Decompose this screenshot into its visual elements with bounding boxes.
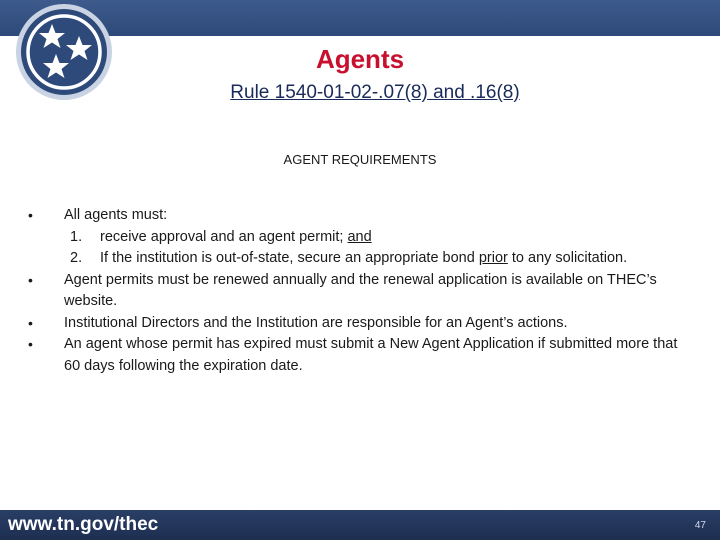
numbered-item-1 — [64, 227, 678, 249]
bullet-item-expired-permit — [28, 334, 678, 377]
bullet-text: Agent permits must be renewed annually and the renewal application is available on THEC’s website. — [64, 271, 657, 309]
item-text: receive approval and an agent permit; — [100, 228, 348, 245]
numbered-item-2 — [64, 248, 678, 270]
bullet-icon: • — [28, 271, 33, 288]
bullet-icon: • — [28, 207, 33, 223]
bullet-text: An agent whose permit has expired must submit a New Agent Application if submitted more that 60 days following the expiration date. — [64, 336, 678, 374]
underlined-word: and — [347, 228, 372, 245]
item-number: 2. — [70, 250, 83, 266]
rule-citation: Rule 1540-01-02-.07(8) and .16(8) — [230, 82, 520, 103]
footer-bar — [0, 510, 720, 540]
bullet-list — [28, 205, 678, 377]
item-text-after: to any solicitation. — [507, 250, 628, 266]
slide-title: Agents — [315, 44, 405, 74]
footer-url-link[interactable]: www.tn.gov/thec — [8, 514, 159, 535]
bullet-item-responsibility — [28, 313, 678, 335]
bullet-text: All agents must: — [64, 207, 168, 223]
item-text: If the institution is out-of-state, secure an appropriate bond — [100, 250, 479, 266]
page-number: 47 — [694, 520, 706, 531]
bullet-text: Institutional Directors and the Institution are responsible for an Agent’s actions. — [64, 314, 568, 331]
underlined-word: prior — [478, 250, 508, 266]
item-number: 1. — [70, 228, 83, 245]
bullet-item-renewal — [28, 270, 678, 313]
bullet-item-agents-must — [28, 205, 678, 270]
bullet-icon: • — [28, 336, 33, 352]
bullet-icon: • — [28, 314, 33, 331]
numbered-list — [64, 227, 678, 270]
section-heading: AGENT REQUIREMENTS — [283, 152, 437, 167]
